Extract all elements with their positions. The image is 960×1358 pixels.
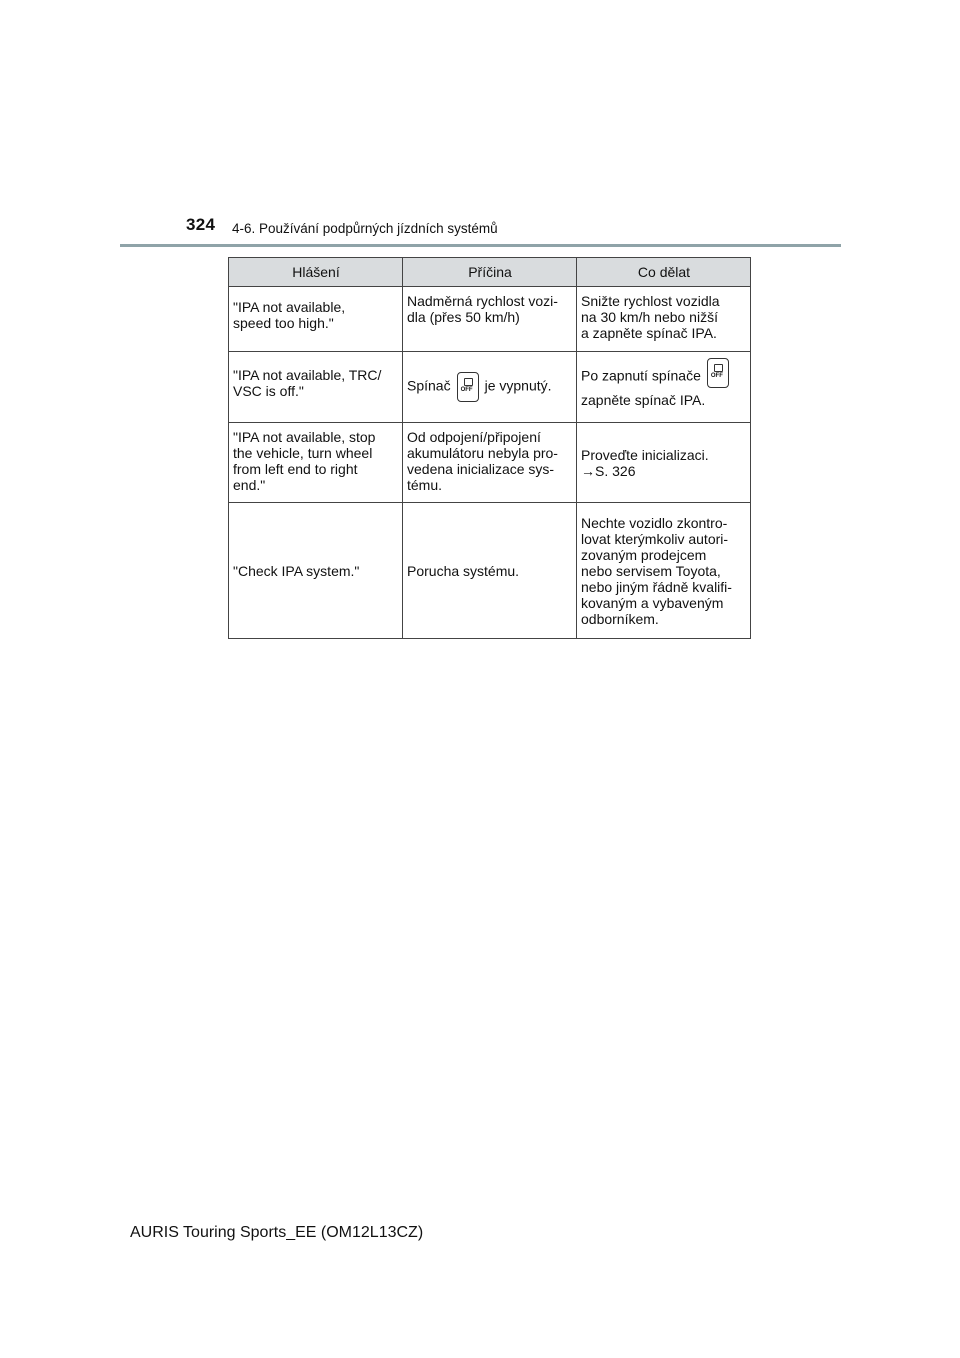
message-cell — [229, 352, 403, 423]
cause-line: Od odpojení/připojení — [407, 429, 541, 445]
action-line: na 30 km/h nebo nižší — [581, 309, 718, 325]
message-cell — [229, 503, 403, 639]
message-line: from left end to right — [233, 461, 358, 477]
ipa-icon-off-label: OFF — [460, 387, 473, 393]
message-line: "IPA not available, stop — [233, 429, 376, 445]
action-cell — [577, 503, 751, 639]
action-line: →S. 326 — [581, 462, 636, 479]
action-line: zovaným prodejcem — [581, 546, 707, 563]
cause-line: tému. — [407, 477, 443, 493]
message-line: speed too high." — [233, 315, 334, 331]
action-line: odborníkem. — [581, 610, 659, 627]
action-line: Snižte rychlost vozidla — [581, 293, 720, 309]
action-line: nebo servisem Toyota, — [581, 562, 721, 579]
cause-text-before: Spínač — [407, 377, 451, 394]
action-line: nebo jiným řádně kvalifi- — [581, 578, 732, 595]
column-header-cause: Příčina — [403, 258, 577, 287]
ipa-switch-icon — [707, 358, 729, 388]
cause-cell — [403, 503, 577, 639]
action-cell — [577, 287, 751, 352]
cause-cell — [403, 287, 577, 352]
cause-line: vedena inicializace sys- — [407, 461, 555, 477]
message-line: end." — [233, 477, 266, 493]
ipa-switch-icon — [457, 372, 479, 402]
message-table — [228, 257, 751, 639]
action-line — [581, 366, 747, 388]
car-symbol-icon — [464, 378, 473, 386]
message-line: "Check IPA system." — [233, 562, 360, 579]
header-divider — [120, 244, 841, 247]
page-number: 324 — [186, 215, 216, 234]
action-cell — [577, 352, 751, 423]
action-line: Proveďte inicializaci. — [581, 446, 709, 463]
message-cell — [229, 423, 403, 503]
table-row — [229, 503, 751, 639]
cause-cell — [403, 352, 577, 423]
table-row — [229, 423, 751, 503]
action-line: lovat kterýmkoliv autori- — [581, 530, 729, 547]
message-line: VSC is off." — [233, 383, 304, 399]
action-line: kovaným a vybaveným — [581, 594, 724, 611]
message-line: "IPA not available, TRC/ — [233, 367, 382, 383]
action-text: Po zapnutí spínače — [581, 367, 701, 384]
table-row — [229, 352, 751, 423]
action-line: a zapněte spínač IPA. — [581, 325, 717, 341]
message-cell — [229, 287, 403, 352]
action-line: zapněte spínač IPA. — [581, 392, 706, 408]
cause-line: Nadměrná rychlost vozi- — [407, 293, 558, 309]
ipa-icon-off-label: OFF — [710, 373, 723, 379]
cause-cell — [403, 423, 577, 503]
cause-line: Porucha systému. — [407, 562, 520, 579]
message-line: "IPA not available, — [233, 299, 346, 315]
column-header-message: Hlášení — [229, 258, 403, 287]
section-title: 4-6. Používání podpůrných jízdních systémů — [232, 221, 498, 236]
car-symbol-icon — [714, 364, 723, 372]
action-cell — [577, 423, 751, 503]
column-header-action: Co dělat — [577, 258, 751, 287]
table-header-row — [229, 258, 751, 287]
cause-line: dla (přes 50 km/h) — [407, 309, 520, 325]
table-row — [229, 287, 751, 352]
cause-text-after: je vypnutý. — [484, 377, 552, 394]
message-line: the vehicle, turn wheel — [233, 445, 373, 461]
footer-document-id: AURIS Touring Sports_EE (OM12L13CZ) — [130, 1224, 424, 1241]
action-line: Nechte vozidlo zkontro- — [581, 514, 728, 531]
cause-line: akumulátoru nebyla pro- — [407, 445, 558, 461]
